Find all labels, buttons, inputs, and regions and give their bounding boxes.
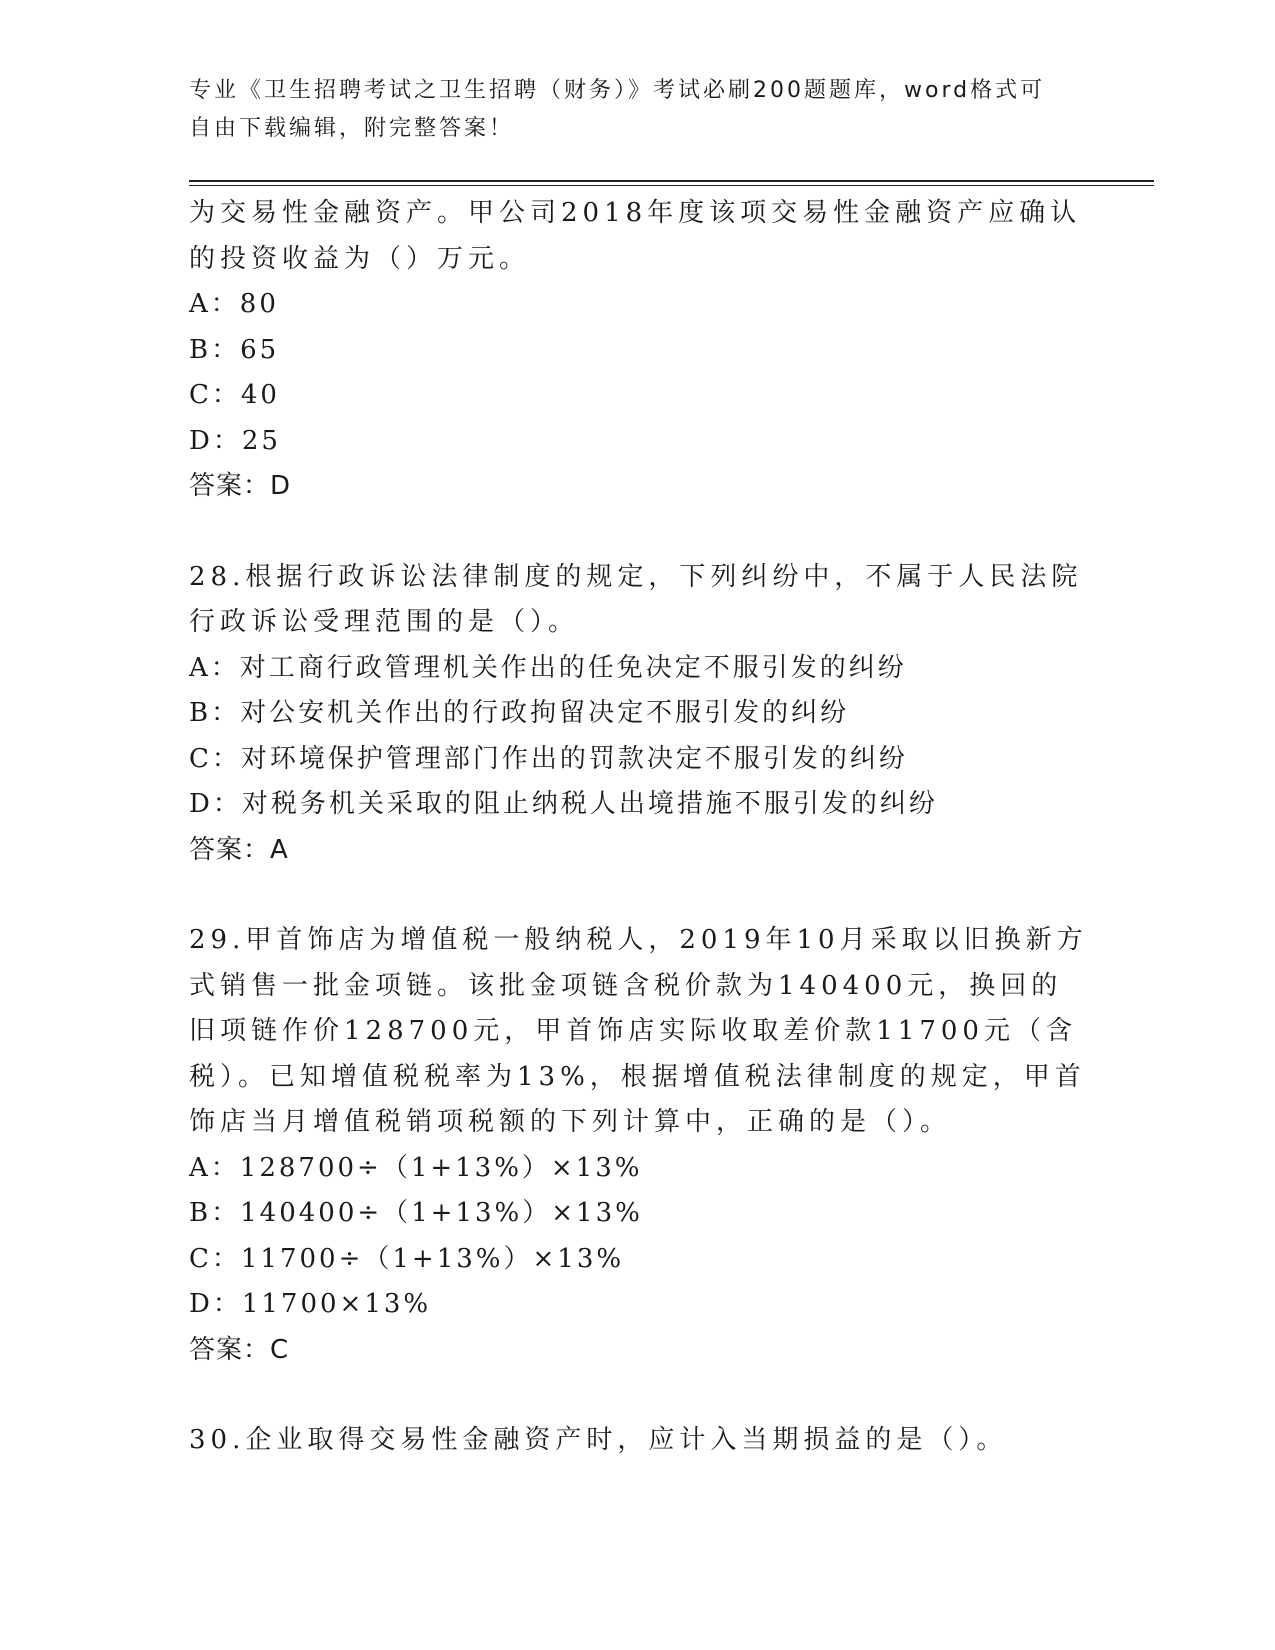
question-block [189, 1418, 1089, 1464]
spacer [189, 1373, 1089, 1418]
document-header: 专业《卫生招聘考试之卫生招聘（财务）》考试必刷200题题库，word格式可自由下载编辑，附完整答案！ [189, 78, 1046, 141]
question-answer: 答案：A [189, 834, 289, 865]
question-option: A：80 [189, 289, 279, 319]
question-option: A：对工商行政管理机关作出的任免决定不服引发的纠纷 [189, 652, 907, 683]
question-option: C：40 [189, 380, 280, 410]
question-option: B：对公安机关作出的行政拘留决定不服引发的纠纷 [189, 698, 850, 728]
question-option: C：对环境保护管理部门作出的罚款决定不服引发的纠纷 [189, 743, 908, 774]
question-block [189, 555, 1089, 874]
question-stem: 29.甲首饰店为增值税一般纳税人，2019年10月采取以旧换新方式销售一批金项链。该批金项链含税价款为140400元，换回的旧项链作价128700元，甲首饰店实际收取差价款11700元（含税）。已知增值税税率为13%，根据增值税法律制度的规定，甲首饰店当月增值税销项税额的下列计算中，正确的是（）。 [189, 925, 1088, 1137]
header-divider [189, 180, 1154, 182]
question-stem: 28.根据行政诉讼法律制度的规定，下列纠纷中，不属于人民法院行政诉讼受理范围的是（）。 [189, 561, 1083, 637]
question-option: D：对税务机关采取的阻止纳税人出境措施不服引发的纠纷 [189, 789, 938, 819]
question-stem: 为交易性金融资产。甲公司2018年度该项交易性金融资产应确认的投资收益为（）万元。 [189, 198, 1082, 274]
question-option: A：128700÷（1+13%）×13% [189, 1152, 643, 1183]
question-option: B：65 [189, 334, 280, 365]
question-option: C：11700÷（1+13%）×13% [189, 1243, 625, 1274]
question-list [189, 191, 1089, 1464]
spacer [189, 873, 1089, 918]
question-option: B：140400÷（1+13%）×13% [189, 1198, 643, 1228]
question-block [189, 191, 1089, 510]
question-answer: 答案：D [189, 471, 292, 501]
question-option: D：11700×13% [189, 1289, 432, 1319]
question-option: D：25 [189, 425, 281, 456]
question-block [189, 918, 1089, 1373]
header-divider-thin [189, 185, 1154, 186]
question-stem: 30.企业取得交易性金融资产时，应计入当期损益的是（）。 [189, 1425, 1008, 1455]
question-answer: 答案：C [189, 1334, 290, 1365]
spacer [189, 510, 1089, 555]
